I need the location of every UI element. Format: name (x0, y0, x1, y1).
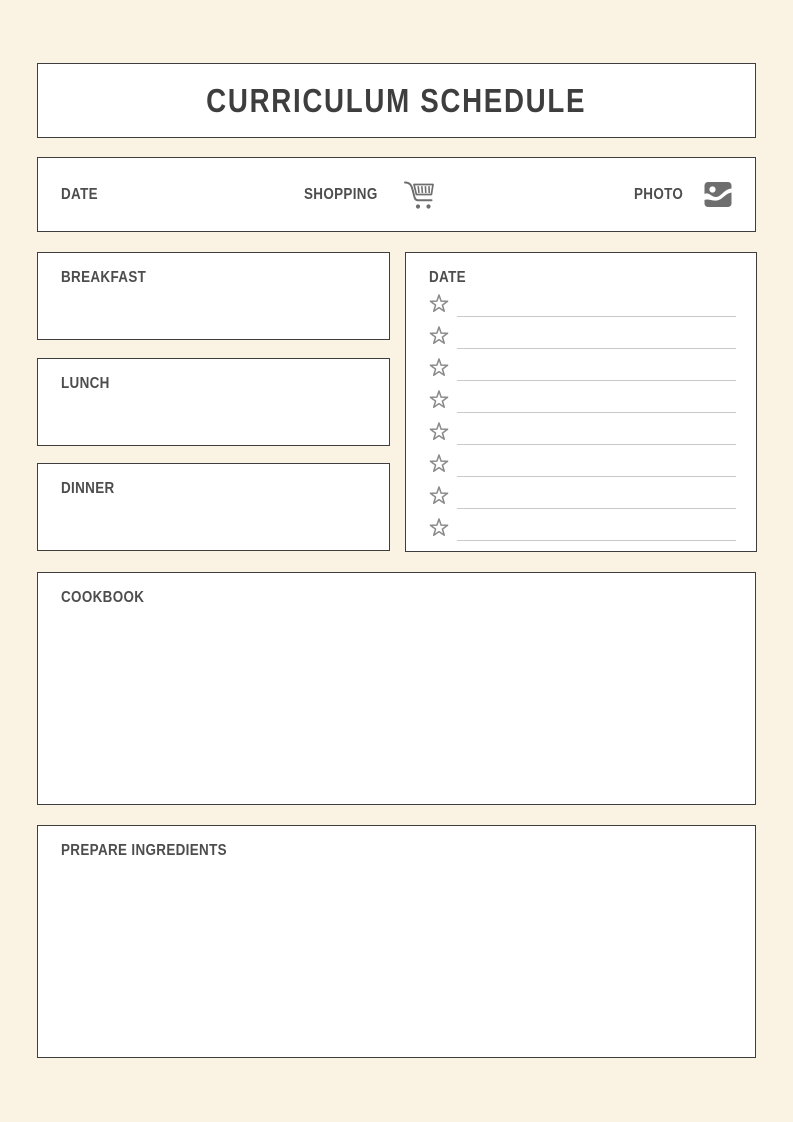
star-icon (429, 358, 449, 383)
star-icon (429, 294, 449, 319)
breakfast-box (37, 252, 390, 340)
star-rows (429, 288, 736, 544)
star-row (429, 320, 736, 352)
lunch-label: LUNCH (61, 375, 110, 392)
star-icon (429, 390, 449, 415)
star-icon (429, 326, 449, 351)
cookbook-box (37, 572, 756, 805)
header-row (37, 157, 756, 232)
title-box (37, 63, 756, 138)
date-panel-label: DATE (429, 269, 466, 286)
star-row-line (457, 316, 736, 317)
star-icon (429, 422, 449, 447)
star-row (429, 384, 736, 416)
star-icon (429, 518, 449, 543)
cookbook-label: COOKBOOK (61, 589, 145, 606)
star-icon (429, 454, 449, 479)
star-row (429, 448, 736, 480)
star-row (429, 416, 736, 448)
dinner-label: DINNER (61, 480, 115, 497)
star-row (429, 288, 736, 320)
star-row-line (457, 476, 736, 477)
star-row-line (457, 348, 736, 349)
photo-label: PHOTO (634, 185, 684, 203)
star-row-line (457, 444, 736, 445)
dinner-box (37, 463, 390, 551)
star-row (429, 480, 736, 512)
photo-icon (704, 181, 732, 208)
star-row (429, 352, 736, 384)
star-icon (429, 486, 449, 511)
date-header-label: DATE (61, 185, 98, 203)
star-row-line (457, 412, 736, 413)
breakfast-label: BREAKFAST (61, 269, 147, 286)
prepare-ingredients-box (37, 825, 756, 1058)
shopping-cart-icon (402, 178, 436, 212)
date-panel (405, 252, 757, 552)
lunch-box (37, 358, 390, 446)
star-row-line (457, 508, 736, 509)
page-title: CURRICULUM SCHEDULE (206, 81, 587, 119)
star-row (429, 512, 736, 544)
star-row-line (457, 540, 736, 541)
prepare-ingredients-label: PREPARE INGREDIENTS (61, 842, 227, 859)
star-row-line (457, 380, 736, 381)
shopping-label: SHOPPING (303, 185, 378, 203)
